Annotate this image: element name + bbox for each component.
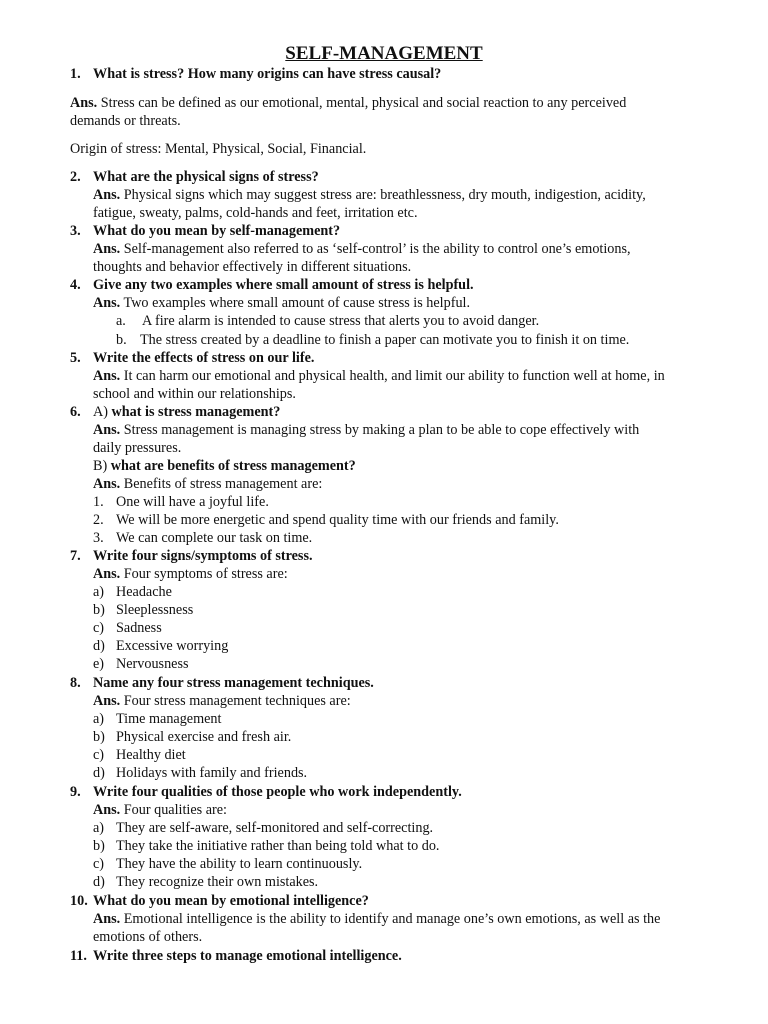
ans-label: Ans. <box>93 911 121 927</box>
list-item: Sadness <box>116 620 162 636</box>
answer-line: Ans. It can harm our emotional and physical health, and limit our ability to function well at home, in <box>93 368 665 384</box>
list-item: Physical exercise and fresh air. <box>116 729 292 745</box>
answer-line: Ans. Emotional intelligence is the ability to identify and manage one’s own emotions, as well as the <box>93 911 661 927</box>
list-item-label: d) <box>93 765 105 781</box>
list-item-label: 2. <box>93 512 104 528</box>
question-text: Write the effects of stress on our life. <box>93 350 315 366</box>
answer-line: school and within our relationships. <box>93 386 296 402</box>
question-text: What do you mean by emotional intelligence? <box>93 893 369 909</box>
answer-line: Ans. Physical signs which may suggest stress are: breathlessness, dry mouth, indigestion, acidity, <box>93 187 646 203</box>
list-item: Sleeplessness <box>116 602 194 618</box>
origin-line: Origin of stress: Mental, Physical, Social, Financial. <box>70 141 367 157</box>
ans-label: Ans. <box>93 368 121 384</box>
answer-line: Ans. Two examples where small amount of cause stress is helpful. <box>93 295 471 311</box>
question-number: 1. <box>70 66 81 82</box>
answer-line: thoughts and behavior effectively in different situations. <box>93 259 412 275</box>
answer-line: Ans. Self-management also referred to as ‘self-control’ is the ability to control one’s emotions, <box>93 241 631 257</box>
answer-line: Ans. Four stress management techniques are: <box>93 693 351 709</box>
question-text: What is stress? How many origins can have stress causal? <box>93 66 442 82</box>
list-item: Holidays with family and friends. <box>116 765 308 781</box>
ans-label: Ans. <box>93 802 121 818</box>
page-title: SELF-MANAGEMENT <box>285 43 483 64</box>
question-text: A) what is stress management? <box>93 404 281 420</box>
list-item-label: 3. <box>93 530 104 546</box>
list-item-label: d) <box>93 638 105 654</box>
list-item: We can complete our task on time. <box>116 530 313 546</box>
question-number: 2. <box>70 169 81 185</box>
answer-line: Ans. Four qualities are: <box>93 802 227 818</box>
list-item-label: c) <box>93 856 105 872</box>
question-number: 9. <box>70 784 81 800</box>
answer-line: Ans. Stress management is managing stress by making a plan to be able to cope effectively with <box>93 422 640 438</box>
question-number: 10. <box>70 893 88 909</box>
list-item-label: b) <box>93 602 105 618</box>
list-item-label: c) <box>93 747 105 763</box>
answer-line: Ans. Stress can be defined as our emotional, mental, physical and social reaction to any perceived <box>70 95 627 111</box>
list-item: A fire alarm is intended to cause stress that alerts you to avoid danger. <box>142 313 540 329</box>
question-number: 11. <box>70 948 87 964</box>
ans-label: Ans. <box>93 241 121 257</box>
list-item: They are self-aware, self-monitored and self-correcting. <box>116 820 434 836</box>
answer-line: Ans. Four symptoms of stress are: <box>93 566 288 582</box>
question-number: 7. <box>70 548 81 564</box>
question-number: 5. <box>70 350 81 366</box>
list-item-label: a) <box>93 820 105 836</box>
question-text: Write four qualities of those people who work independently. <box>93 784 462 800</box>
question-text: Name any four stress management techniques. <box>93 675 374 691</box>
ans-label: Ans. <box>93 187 121 203</box>
question-number: 4. <box>70 277 81 293</box>
answer-line: emotions of others. <box>93 929 203 945</box>
list-item-label: c) <box>93 620 105 636</box>
question-text: What are the physical signs of stress? <box>93 169 319 185</box>
list-item: One will have a joyful life. <box>116 494 269 510</box>
list-item: They take the initiative rather than being told what to do. <box>116 838 440 854</box>
ans-label: Ans. <box>93 566 121 582</box>
list-item-label: a) <box>93 711 105 727</box>
ans-label: Ans. <box>93 476 121 492</box>
answer-line: demands or threats. <box>70 113 181 129</box>
list-item-label: a. <box>116 313 126 329</box>
list-item-label: e) <box>93 656 105 672</box>
answer-line: Ans. Benefits of stress management are: <box>93 476 323 492</box>
list-item: Time management <box>116 711 222 727</box>
list-item-label: b) <box>93 729 105 745</box>
answer-line: fatigue, sweaty, palms, cold-hands and feet, irritation etc. <box>93 205 418 221</box>
question-text: Write four signs/symptoms of stress. <box>93 548 313 564</box>
ans-label: Ans. <box>93 422 121 438</box>
list-item: Excessive worrying <box>116 638 229 654</box>
list-item-label: 1. <box>93 494 104 510</box>
list-item-label: b. <box>116 332 127 348</box>
question-number: 6. <box>70 404 81 420</box>
list-item: They have the ability to learn continuously. <box>116 856 363 872</box>
question-text: Give any two examples where small amount of stress is helpful. <box>93 277 474 293</box>
question-text: What do you mean by self-management? <box>93 223 341 239</box>
list-item-label: d) <box>93 874 105 890</box>
list-item: They recognize their own mistakes. <box>116 874 319 890</box>
list-item: The stress created by a deadline to finish a paper can motivate you to finish it on time. <box>140 332 630 348</box>
question-text: B) what are benefits of stress management? <box>93 458 356 474</box>
list-item: Healthy diet <box>116 747 186 763</box>
ans-label: Ans. <box>70 95 98 111</box>
list-item: Headache <box>116 584 172 600</box>
ans-label: Ans. <box>93 295 121 311</box>
list-item: We will be more energetic and spend quality time with our friends and family. <box>116 512 559 528</box>
question-number: 8. <box>70 675 81 691</box>
list-item-label: b) <box>93 838 105 854</box>
ans-label: Ans. <box>93 693 121 709</box>
question-text: Write three steps to manage emotional intelligence. <box>93 948 402 964</box>
list-item-label: a) <box>93 584 105 600</box>
list-item: Nervousness <box>116 656 189 672</box>
answer-line: daily pressures. <box>93 440 182 456</box>
question-number: 3. <box>70 223 81 239</box>
